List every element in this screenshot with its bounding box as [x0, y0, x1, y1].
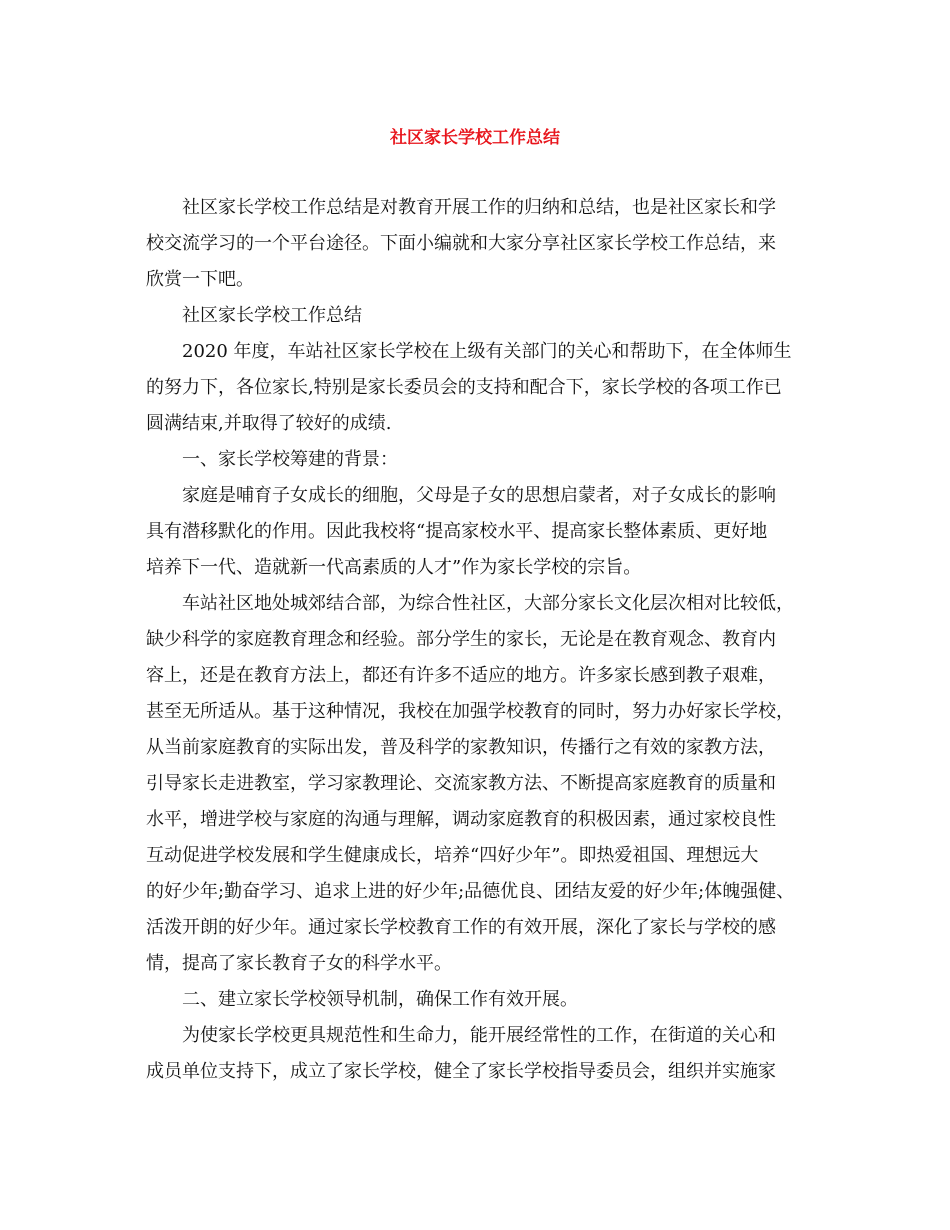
text-line: 的努力下，各位家长,特别是家长委员会的支持和配合下，家长学校的各项工作已 — [146, 377, 782, 398]
text-line: 缺少科学的家庭教育理念和经验。部分学生的家长，无论是在教育观念、教育内 — [146, 629, 776, 650]
text-line: 车站社区地处城郊结合部，为综合性社区，大部分家长文化层次相对比较低， — [182, 593, 794, 614]
text-line: 家庭是哺育子女成长的细胞，父母是子女的思想启蒙者，对子女成长的影响 — [182, 485, 776, 506]
text-line: 引导家长走进教室，学习家教理论、交流家教方法、不断提高家庭教育的质量和 — [146, 773, 776, 794]
text-line: 的好少年;勤奋学习、追求上进的好少年;品德优良、团结友爱的好少年;体魄强健、 — [146, 881, 795, 902]
text-line: 一、家长学校筹建的背景： — [182, 449, 398, 470]
text-line: 容上，还是在教育方法上，都还有许多不适应的地方。许多家长感到教子艰难， — [146, 665, 776, 686]
text-line: 从当前家庭教育的实际出发，普及科学的家教知识，传播行之有效的家教方法， — [146, 737, 776, 758]
text-line: 圆满结束,并取得了较好的成绩. — [146, 413, 392, 434]
text-line: 二、建立家长学校领导机制，确保工作有效开展。 — [182, 989, 578, 1010]
text-line: 培养下一代、造就新一代高素质的人才”作为家长学校的宗旨。 — [146, 557, 642, 578]
text-line: 校交流学习的一个平台途径。下面小编就和大家分享社区家长学校工作总结，来 — [146, 233, 776, 254]
text-line: 情，提高了家长教育子女的科学水平。 — [146, 953, 452, 974]
text-line: 欣赏一下吧。 — [146, 269, 254, 290]
text-line: 社区家长学校工作总结 — [182, 305, 362, 326]
text-line: 为使家长学校更具规范性和生命力，能开展经常性的工作，在街道的关心和 — [182, 1025, 776, 1046]
text-line: 甚至无所适从。基于这种情况，我校在加强学校教育的同时，努力办好家长学校， — [146, 701, 794, 722]
text-line: 社区家长学校工作总结是对教育开展工作的归纳和总结，也是社区家长和学 — [182, 197, 776, 218]
text-line: 水平，增进学校与家庭的沟通与理解，调动家庭教育的积极因素，通过家校良性 — [146, 809, 776, 830]
text-line: 成员单位支持下，成立了家长学校，健全了家长学校指导委员会，组织并实施家 — [146, 1061, 776, 1082]
text-line: 具有潜移默化的作用。因此我校将“提高家校水平、提高家长整体素质、更好地 — [146, 521, 768, 542]
document-title: 社区家长学校工作总结 — [390, 128, 560, 148]
text-line: 活泼开朗的好少年。通过家长学校教育工作的有效开展，深化了家长与学校的感 — [146, 917, 776, 938]
text-line: 互动促进学校发展和学生健康成长，培养“四好少年”。即热爱祖国、理想远大 — [146, 845, 759, 866]
text-line: 2020 年度，车站社区家长学校在上级有关部门的关心和帮助下，在全体师生 — [182, 341, 792, 362]
